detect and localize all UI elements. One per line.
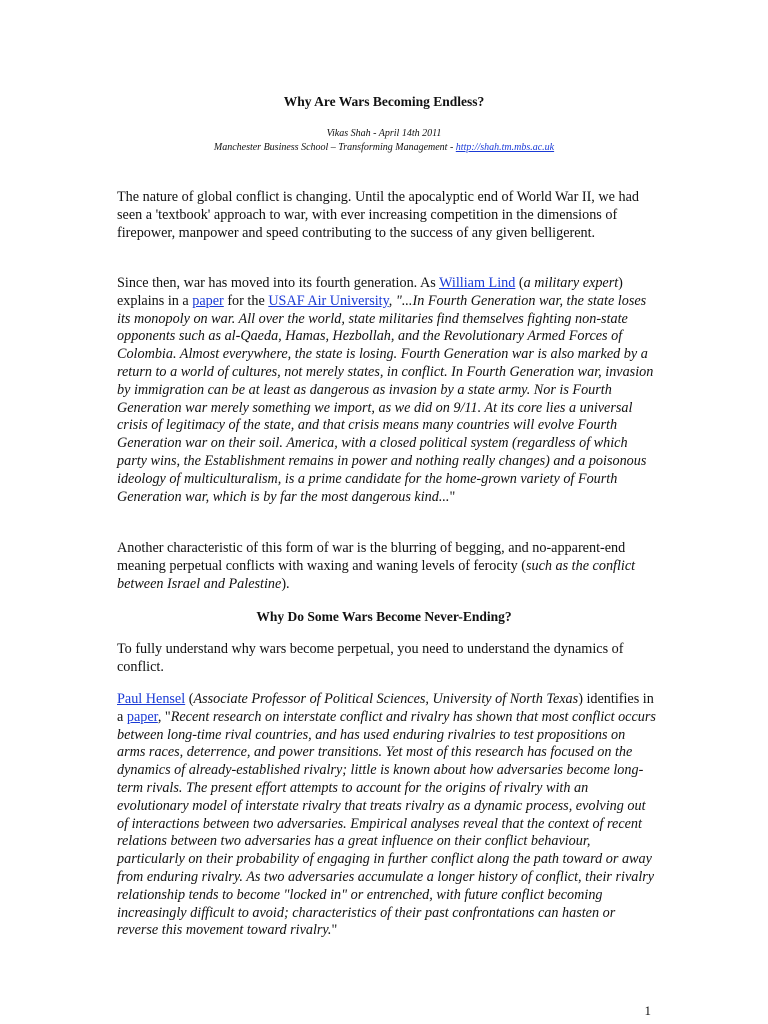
p3-italic-1: such as the conflict between Israel and Palestine [117,557,636,592]
paragraph-hensel [117,691,657,940]
document-title: Why Are Wars Becoming Endless? [283,94,485,109]
p2-text-1: Since then, war has moved into its fourth generation. As [117,275,440,291]
p2-text-2: ( [515,275,524,291]
author-line: Vikas Shah - April 14th 2011 [326,128,442,139]
paragraph-characteristic-text [117,540,657,593]
paragraph-characteristic [117,540,657,593]
p2-text-4: for the [223,292,269,309]
p5-text-2: ) identifies in a [117,691,654,725]
p2-text-6: " [449,488,456,505]
p2-lind-quote: "...In Fourth Generation war, the state loses its monopoly on war. All over the world, state militaries find themselves fighting non-state opponents such as al-Qaeda, Hamas, Hezbollah, and the Revolutionary Armed Forces of Colombia. Almost everywhere, the state is losing. Fourth Generation war is also marked by a return to a world of cultures, not merely states, in conflict. In Fourth Generation war, invasion by immigration can be at least as dangerous as invasion by a state army. Nor is Fourth Generation war merely something we import, as we did on 9/11. At its core lies a universal crisis of legitimacy of the state, and that crisis means many countries will evolve Fourth Generation war on their soil. America, with a closed political system (regardless of which party wins, the Establishment remains in power and nothing really changes) and a poisonous ideology of multiculturalism, is a prime candidate for the home-grown variety of Fourth Generation war, which is by far the most dangerous kind... [117,292,654,505]
p3-text-2: ). [281,575,290,592]
paper-link-lind[interactable]: paper [192,292,224,309]
p2-text-5: , [388,292,396,309]
section-heading: Why Do Some Wars Become Never-Ending? [256,609,512,624]
paul-hensel-link[interactable]: Paul Hensel [117,691,186,707]
p5-text-3: , " [157,708,171,725]
paragraph-fourth-generation [117,275,657,506]
p2-italic-1: a military expert [523,275,619,291]
page-number: 1 [644,1003,651,1018]
p5-text-4: " [331,922,338,939]
p5-text-1: ( [185,691,194,707]
p2-text-3: ) explains in a [117,275,623,309]
p5-hensel-quote: Recent research on interstate conflict and rivalry has shown that most conflict occurs between long-time rival countries, and has used enduring rivalries to test propositions on arms races, deterrence, and power transitions. Yet most of this research has focused on the dynamics of already-established rivalry; little is known about how adversaries become long-term rivals. The present effort attempts to account for the origins of rivalry with an evolutionary model of interstate rivalry that treats rivalry as a dynamic process, evolving out of interactions between two adversaries. Empirical analyses reveal that the context of recent relations between two adversaries has a great influence on their conflict behaviour, particularly on their probability of engaging in further conflict along the path toward or away from enduring rivalry. As two adversaries accumulate a longer history of conflict, their rivalry relationship tends to become "locked in" or entrenched, with future conflict becoming increasingly difficult to avoid; characteristics of their past confrontations can hasten or reverse this movement toward rivalry. [117,708,656,939]
william-lind-link[interactable]: William Lind [439,275,516,291]
paragraph-hensel-text [117,691,657,940]
school-line-text: Manchester Business School – Transforming Management - [213,142,456,153]
paragraph-fourth-generation-text [117,275,657,506]
usaf-air-university-link[interactable]: USAF Air University [268,292,389,309]
paragraph-dynamics-text: To fully understand why wars become perpetual, you need to understand the dynamics of conflict. [117,641,624,675]
school-line [0,142,768,153]
paper-link-hensel[interactable]: paper [126,708,158,725]
p3-text-1: Another characteristic of this form of war is the blurring of begging, and no-apparent-end meaning perpetual conflicts with waxing and waning levels of ferocity ( [117,540,626,574]
paragraph-intro-text: The nature of global conflict is changing. Until the apocalyptic end of World War II, we had seen a 'textbook' approach to war, with ever increasing competition in the dimensions of firepower, manpower and speed contributing to the success of any given belligerent. [117,189,639,241]
paragraph-dynamics [117,641,657,677]
school-url-link[interactable]: http://shah.tm.mbs.ac.uk [455,142,555,153]
p5-italic-1: Associate Professor of Political Sciences, University of North Texas [193,691,579,707]
paragraph-intro [117,189,657,242]
